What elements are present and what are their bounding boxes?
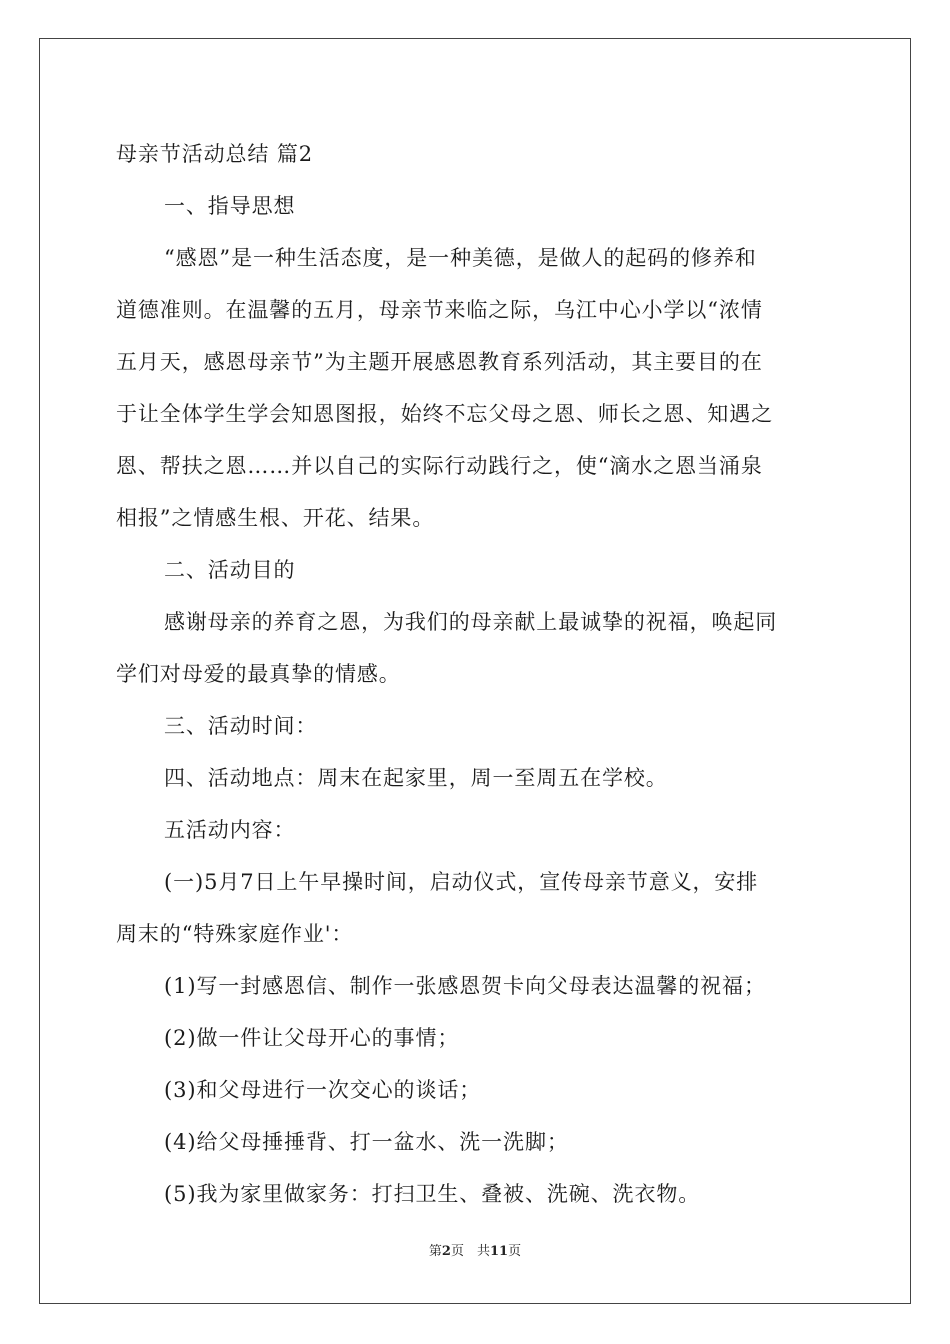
document-title: 母亲节活动总结 篇2 [116, 142, 314, 166]
paragraph-lines [116, 180, 836, 1220]
text-line: 五活动内容： [164, 818, 296, 842]
text-line: 学们对母爱的最真挚的情感。 [116, 662, 401, 686]
text-line: 道德准则。在温馨的五月，母亲节来临之际，乌江中心小学以“浓情 [116, 298, 763, 322]
text-line: 四、活动地点：周末在起家里，周一至周五在学校。 [164, 766, 668, 790]
text-line: (3)和父母进行一次交心的谈话； [164, 1078, 482, 1102]
text-line: 五月天，感恩母亲节”为主题开展感恩教育系列活动，其主要目的在 [116, 350, 763, 374]
text-line: (2)做一件让父母开心的事情； [164, 1026, 460, 1050]
text-line: (5)我为家里做家务：打扫卫生、叠被、洗碗、洗衣物。 [164, 1182, 701, 1206]
text-line: 周末的“特殊家庭作业'： [116, 922, 354, 946]
text-line: 三、活动时间： [164, 714, 318, 738]
text-line: 于让全体学生学会知恩图报，始终不忘父母之恩、师长之恩、知遇之 [116, 402, 773, 426]
text-line: (一)5月7日上午早操时间，启动仪式，宣传母亲节意义，安排 [164, 870, 759, 894]
footer-suffix: 页 [508, 1244, 522, 1259]
text-line: 恩、帮扶之恩……并以自己的实际行动践行之，使“滴水之恩当涌泉 [116, 454, 763, 478]
text-line: (4)给父母捶捶背、打一盆水、洗一洗脚； [164, 1130, 569, 1154]
footer-total-pages: 11 [489, 1244, 509, 1259]
footer-current-page: 2 [441, 1244, 451, 1259]
text-line: 相报”之情感生根、开花、结果。 [116, 506, 435, 530]
text-line: “感恩”是一种生活态度，是一种美德，是做人的起码的修养和 [164, 246, 757, 270]
text-line: 一、指导思想 [164, 194, 296, 218]
footer-mid: 页 共 [450, 1244, 490, 1259]
text-line: (1)写一封感恩信、制作一张感恩贺卡向父母表达温馨的祝福； [164, 974, 766, 998]
text-line: 二、活动目的 [164, 558, 296, 582]
text-line: 感谢母亲的养育之恩，为我们的母亲献上最诚挚的祝福，唤起同 [164, 610, 778, 634]
document-body [116, 128, 836, 1220]
page-footer [0, 1240, 950, 1259]
footer-prefix: 第 [428, 1244, 442, 1259]
